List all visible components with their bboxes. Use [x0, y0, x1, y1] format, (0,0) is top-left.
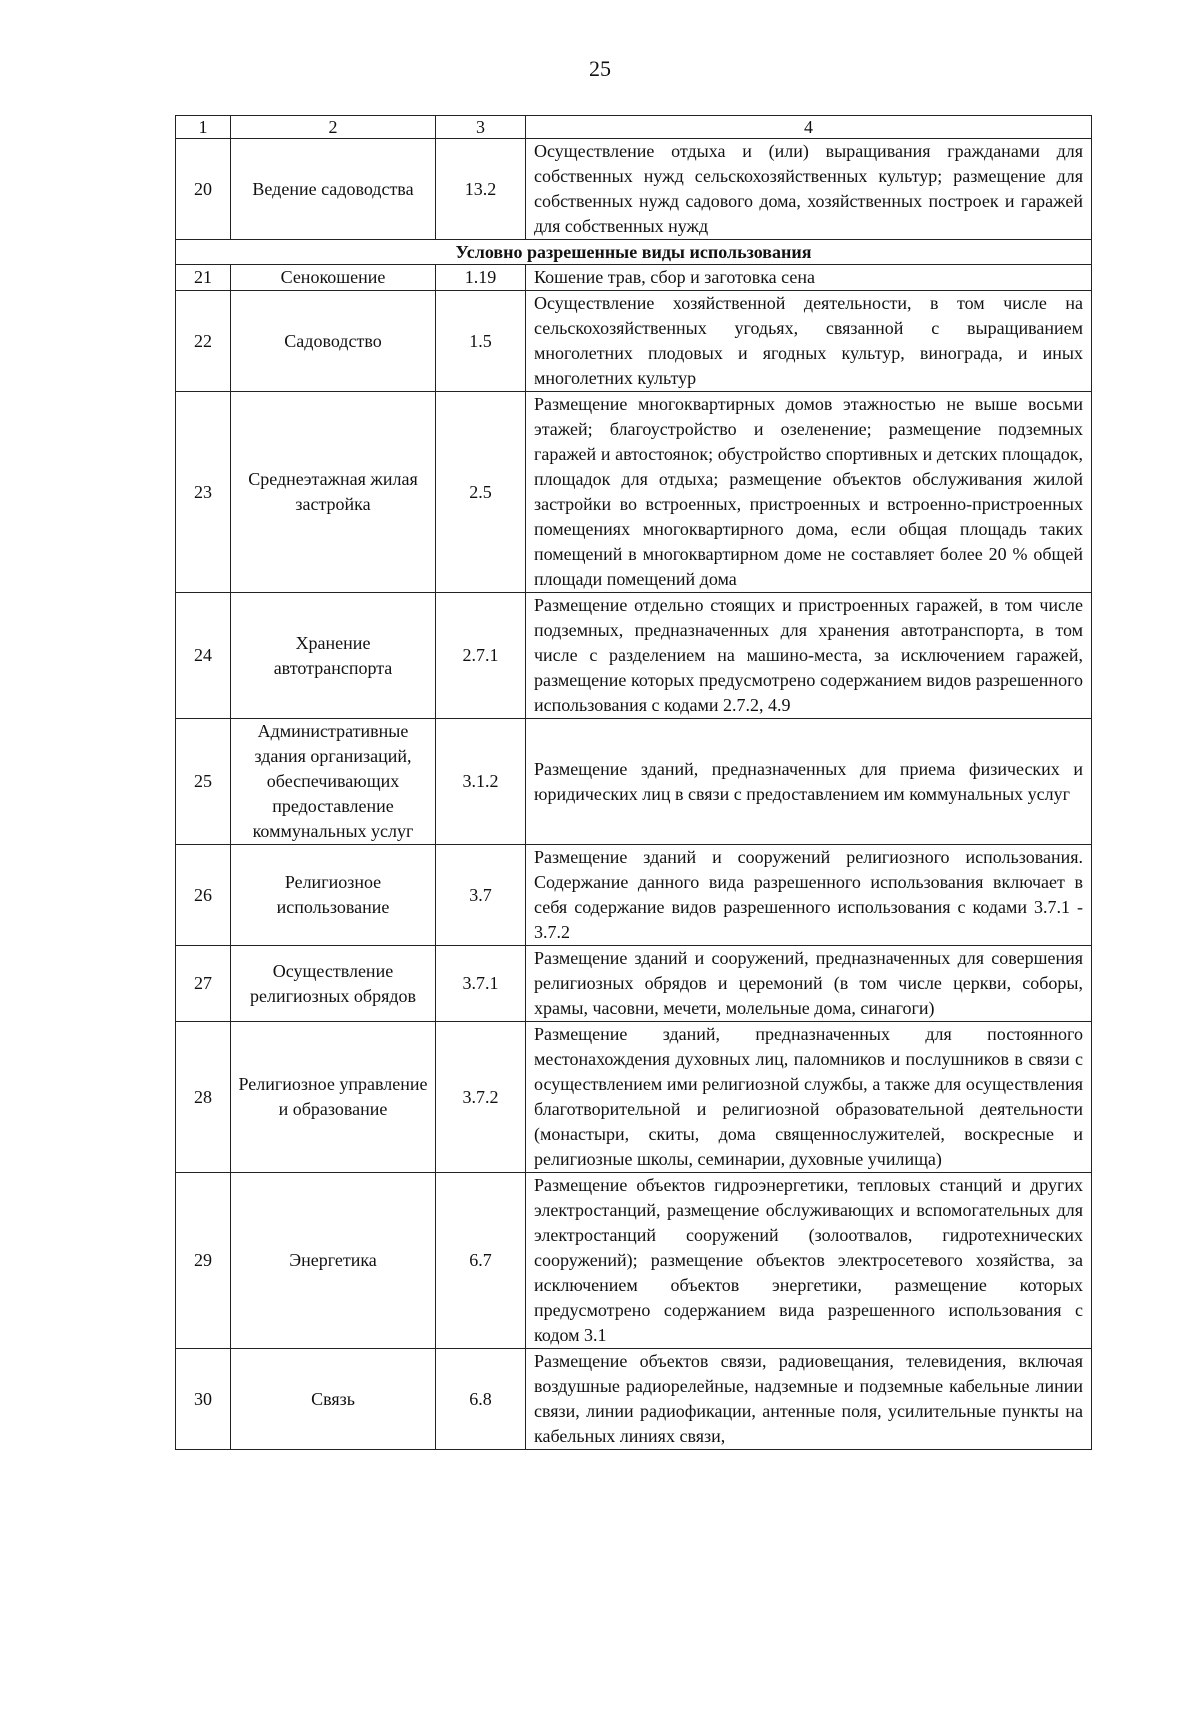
land-use-code: 3.7.2 — [436, 1022, 526, 1173]
header-cell-1: 1 — [176, 116, 231, 139]
section-title: Условно разрешенные виды использования — [176, 240, 1092, 265]
land-use-code: 13.2 — [436, 139, 526, 240]
land-use-name: Среднеэтажная жилая застройка — [231, 392, 436, 593]
land-use-description: Размещение отдельно стоящих и пристроенных гаражей, в том числе подземных, предназначенных для хранения автотранспорта, в том числе с разделением на машино-места, за исключением гаражей, размещение которых предусмотрено содержанием видов разрешенного использования с кодами 2.7.2, 4.9 — [526, 593, 1092, 719]
header-cell-4: 4 — [526, 116, 1092, 139]
land-use-code: 3.1.2 — [436, 719, 526, 845]
land-use-code: 2.7.1 — [436, 593, 526, 719]
land-use-name: Хранение автотранспорта — [231, 593, 436, 719]
land-use-description: Размещение объектов связи, радиовещания, телевидения, включая воздушные радиорелейные, надземные и подземные кабельные линии связи, линии радиофикации, антенные поля, усилительные пункты на кабельных линиях связи, — [526, 1349, 1092, 1450]
section-row — [176, 240, 1092, 265]
row-number: 20 — [176, 139, 231, 240]
row-number: 29 — [176, 1173, 231, 1349]
land-use-description: Размещение многоквартирных домов этажностью не выше восьми этажей; благоустройство и озеленение; размещение подземных гаражей и автостоянок; обустройство спортивных и детских площадок, площадок для отдыха; размещение объектов обслуживания жилой застройки во встроенных, пристроенных и встроенно-пристроенных помещениях многоквартирного дома, если общая площадь таких помещений в многоквартирном доме не составляет более 20 % общей площади помещений дома — [526, 392, 1092, 593]
row-number: 23 — [176, 392, 231, 593]
table-row — [176, 291, 1092, 392]
row-number: 25 — [176, 719, 231, 845]
header-cell-2: 2 — [231, 116, 436, 139]
row-number: 24 — [176, 593, 231, 719]
table-row — [176, 946, 1092, 1022]
land-use-code: 6.8 — [436, 1349, 526, 1450]
land-use-name: Связь — [231, 1349, 436, 1450]
land-use-name: Ведение садоводства — [231, 139, 436, 240]
row-number: 27 — [176, 946, 231, 1022]
land-use-name: Сенокошение — [231, 265, 436, 291]
row-number: 28 — [176, 1022, 231, 1173]
row-number: 26 — [176, 845, 231, 946]
table-row — [176, 265, 1092, 291]
land-use-description: Осуществление хозяйственной деятельности, в том числе на сельскохозяйственных угодьях, связанной с выращиванием многолетних плодовых и ягодных культур, винограда, и иных многолетних культур — [526, 291, 1092, 392]
land-use-description: Осуществление отдыха и (или) выращивания гражданами для собственных нужд сельскохозяйственных культур; размещение для собственных нужд садового дома, хозяйственных построек и гаражей для собственных нужд — [526, 139, 1092, 240]
land-use-description: Размещение зданий и сооружений религиозного использования. Содержание данного вида разрешенного использования включает в себя содержание видов разрешенного использования с кодами 3.7.1 - 3.7.2 — [526, 845, 1092, 946]
land-use-code: 3.7 — [436, 845, 526, 946]
land-use-name: Религиозное использование — [231, 845, 436, 946]
land-use-code: 6.7 — [436, 1173, 526, 1349]
land-use-description: Размещение зданий, предназначенных для приема физических и юридических лиц в связи с предоставлением им коммунальных услуг — [526, 719, 1092, 845]
land-use-description: Кошение трав, сбор и заготовка сена — [526, 265, 1092, 291]
table-row — [176, 1173, 1092, 1349]
header-cell-3: 3 — [436, 116, 526, 139]
table-row — [176, 392, 1092, 593]
table-row — [176, 845, 1092, 946]
table-row — [176, 1349, 1092, 1450]
table-header-row — [176, 116, 1092, 139]
table-row — [176, 1022, 1092, 1173]
row-number: 22 — [176, 291, 231, 392]
page-number: 25 — [589, 56, 611, 81]
land-use-description: Размещение зданий и сооружений, предназначенных для совершения религиозных обрядов и церемоний (в том числе церкви, соборы, храмы, часовни, мечети, молельные дома, синагоги) — [526, 946, 1092, 1022]
land-use-code: 2.5 — [436, 392, 526, 593]
table-row — [176, 139, 1092, 240]
table-row — [176, 593, 1092, 719]
land-use-code: 1.19 — [436, 265, 526, 291]
land-use-code: 1.5 — [436, 291, 526, 392]
table-row — [176, 719, 1092, 845]
row-number: 21 — [176, 265, 231, 291]
land-use-description: Размещение зданий, предназначенных для постоянного местонахождения духовных лиц, паломников и послушников в связи с осуществлением ими религиозной службы, а также для осуществления благотворительной и религиозной образовательной деятельности (монастыри, скиты, дома священнослужителей, воскресные и религиозные школы, семинарии, духовные училища) — [526, 1022, 1092, 1173]
land-use-table — [175, 115, 1092, 1450]
land-use-name: Садоводство — [231, 291, 436, 392]
land-use-code: 3.7.1 — [436, 946, 526, 1022]
land-use-name: Энергетика — [231, 1173, 436, 1349]
land-use-description: Размещение объектов гидроэнергетики, тепловых станций и других электростанций, размещение обслуживающих и вспомогательных для электростанций сооружений (золоотвалов, гидротехнических сооружений); размещение объектов электросетевого хозяйства, за исключением объектов энергетики, размещение которых предусмотрено содержанием вида разрешенного использования с кодом 3.1 — [526, 1173, 1092, 1349]
land-use-name: Осуществление религиозных обрядов — [231, 946, 436, 1022]
land-use-name: Административные здания организаций, обеспечивающих предоставление коммунальных услуг — [231, 719, 436, 845]
land-use-name: Религиозное управление и образование — [231, 1022, 436, 1173]
row-number: 30 — [176, 1349, 231, 1450]
